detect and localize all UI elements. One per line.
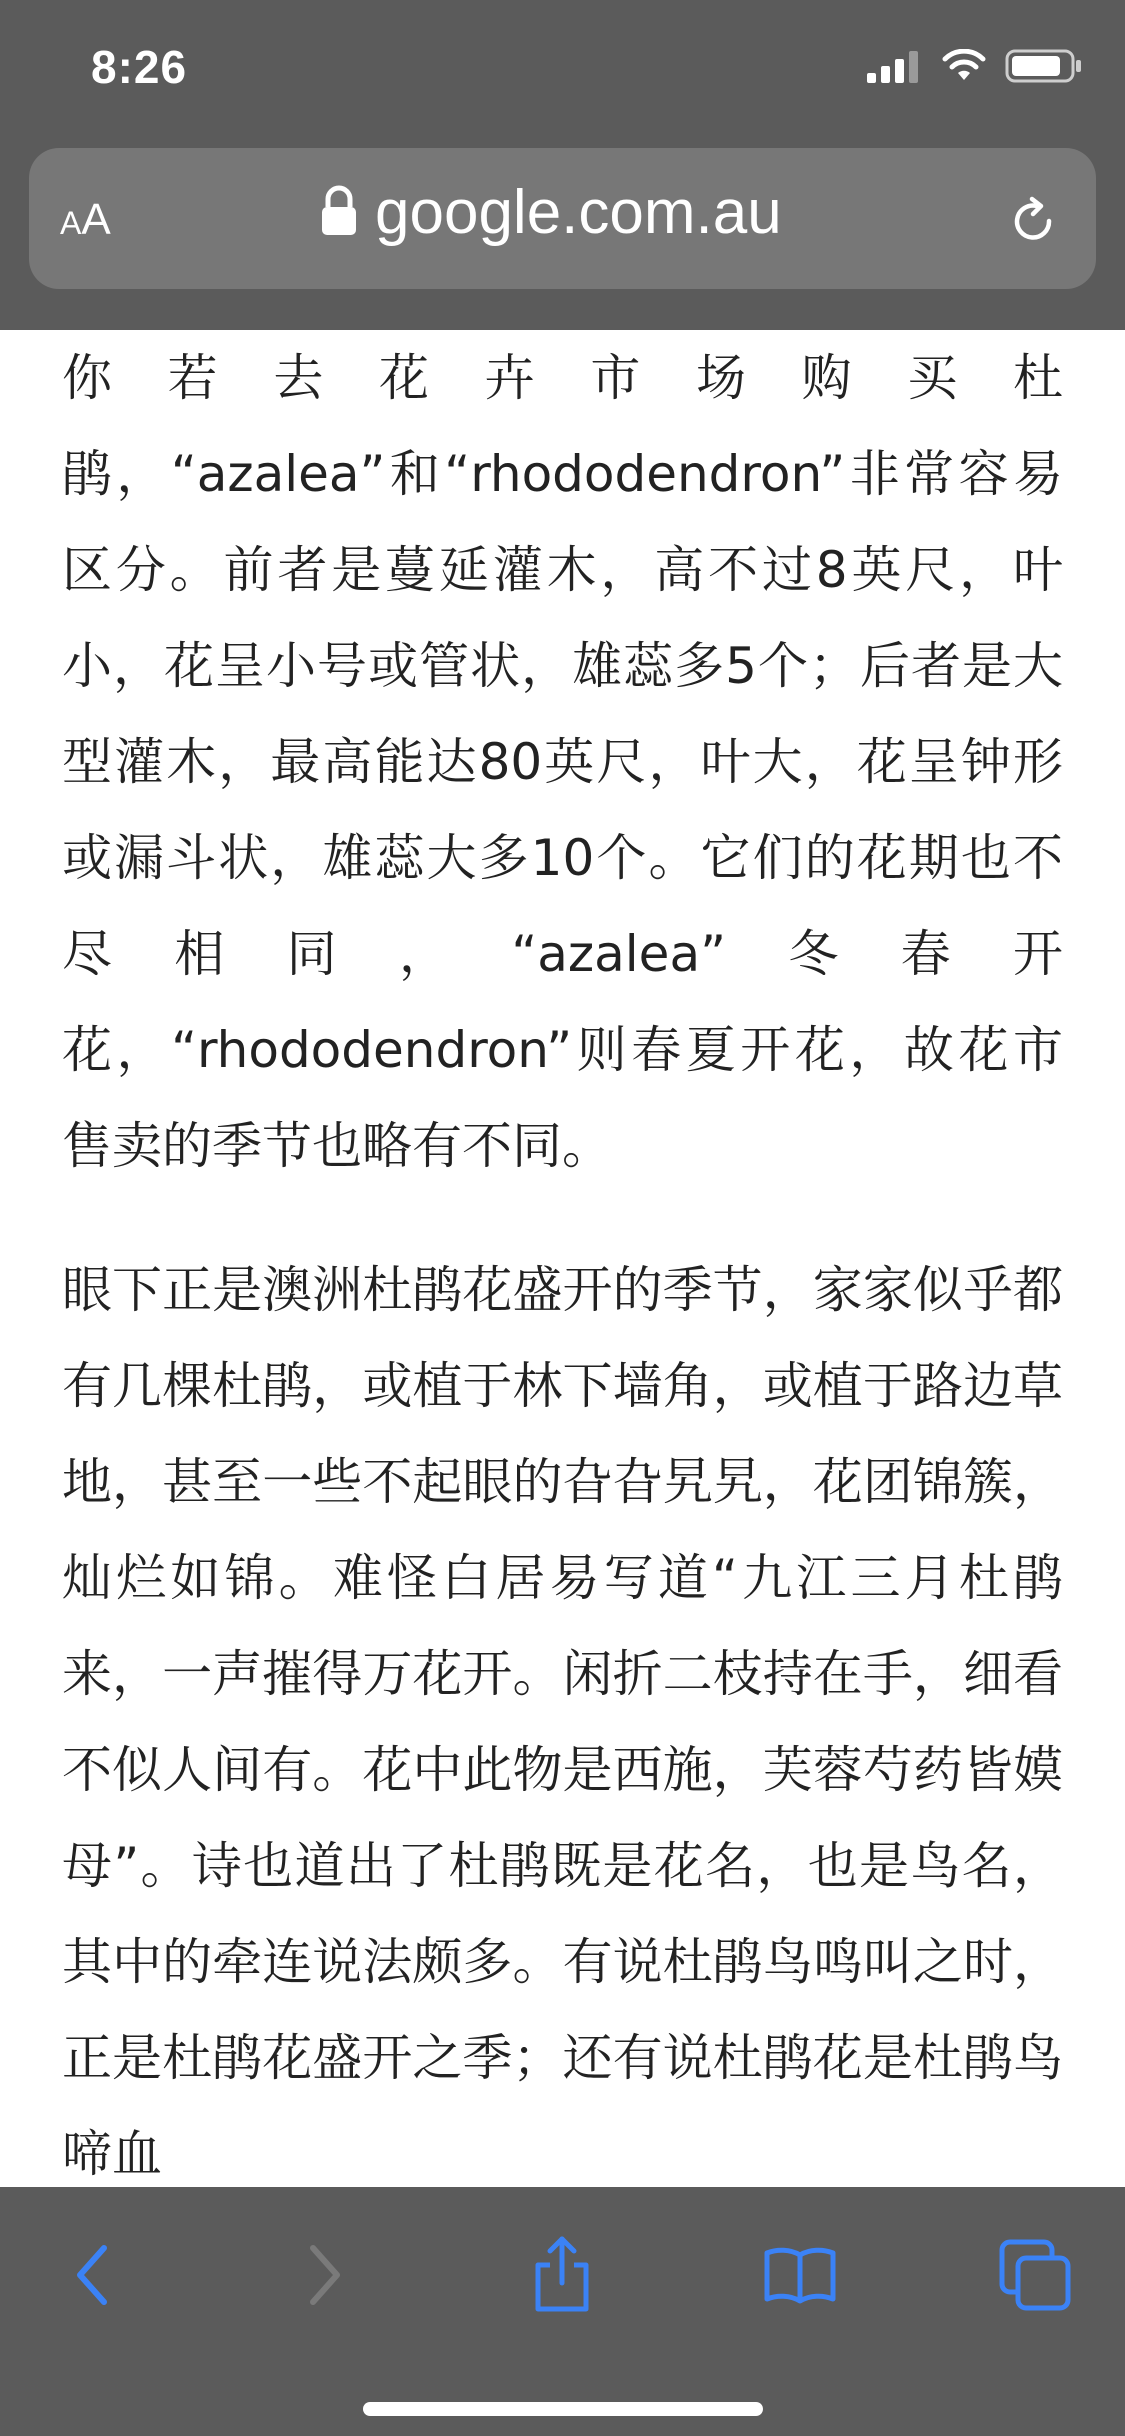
share-icon xyxy=(530,2235,594,2319)
back-icon xyxy=(70,2240,114,2314)
share-button[interactable] xyxy=(522,2237,602,2317)
url-display[interactable] xyxy=(319,178,782,247)
browser-top-chrome xyxy=(0,0,1125,330)
article-paragraph: 眼下正是澳洲杜鹃花盛开的季节，家家似乎都有几棵杜鹃，或植于林下墙角，或植于路边草地，甚至一些不起眼的旮旮旯旯，花团锦簇，灿烂如锦。难怪白居易写道“九江三月杜鹃来，一声摧得万花开。闲折二枝持在手，细看不似人间有。花中此物是西施，芙蓉芍药皆嫫母”。诗也道出了杜鹃既是花名，也是鸟名，其中的牵连说法颇多。有说杜鹃鸟鸣叫之时，正是杜鹃花盛开之季；还有说杜鹃花是杜鹃鸟啼血 xyxy=(62,1261,1063,2183)
address-bar[interactable] xyxy=(29,148,1096,289)
text-size-button[interactable] xyxy=(60,195,111,244)
text-size-small-label: A xyxy=(60,205,82,241)
status-time: 8:26 xyxy=(91,41,188,93)
status-icons xyxy=(867,48,1083,84)
text-size-large-label: A xyxy=(81,195,111,244)
lock-icon xyxy=(319,185,359,241)
back-button[interactable] xyxy=(52,2237,132,2317)
forward-icon xyxy=(303,2240,347,2314)
tabs-button[interactable] xyxy=(995,2237,1075,2317)
battery-icon xyxy=(1005,48,1083,84)
article-content xyxy=(62,330,1063,2202)
signal-icon xyxy=(867,49,923,83)
reload-icon xyxy=(1008,231,1058,250)
reload-button[interactable] xyxy=(1008,196,1058,250)
url-text: google.com.au xyxy=(375,178,782,247)
bookmarks-icon xyxy=(763,2245,837,2309)
browser-bottom-toolbar xyxy=(0,2187,1125,2436)
bookmarks-button[interactable] xyxy=(760,2237,840,2317)
article-paragraph: 你若去花卉市场购买杜鹃，“azalea”和“rhododendron”非常容易区分。前者是蔓延灌木，高不过8英尺，叶小，花呈小号或管状，雄蕊多5个；后者是大型灌木，最高能达80英尺，叶大，花呈钟形或漏斗状，雄蕊大多10个。它们的花期也不尽相同，“azalea”冬春开花，“rhododendron”则春夏开花，故花市售卖的季节也略有不同。 xyxy=(62,349,1063,1175)
forward-button[interactable] xyxy=(285,2237,365,2317)
home-indicator xyxy=(363,2402,763,2416)
tabs-icon xyxy=(998,2238,1072,2316)
wifi-icon xyxy=(941,49,987,83)
